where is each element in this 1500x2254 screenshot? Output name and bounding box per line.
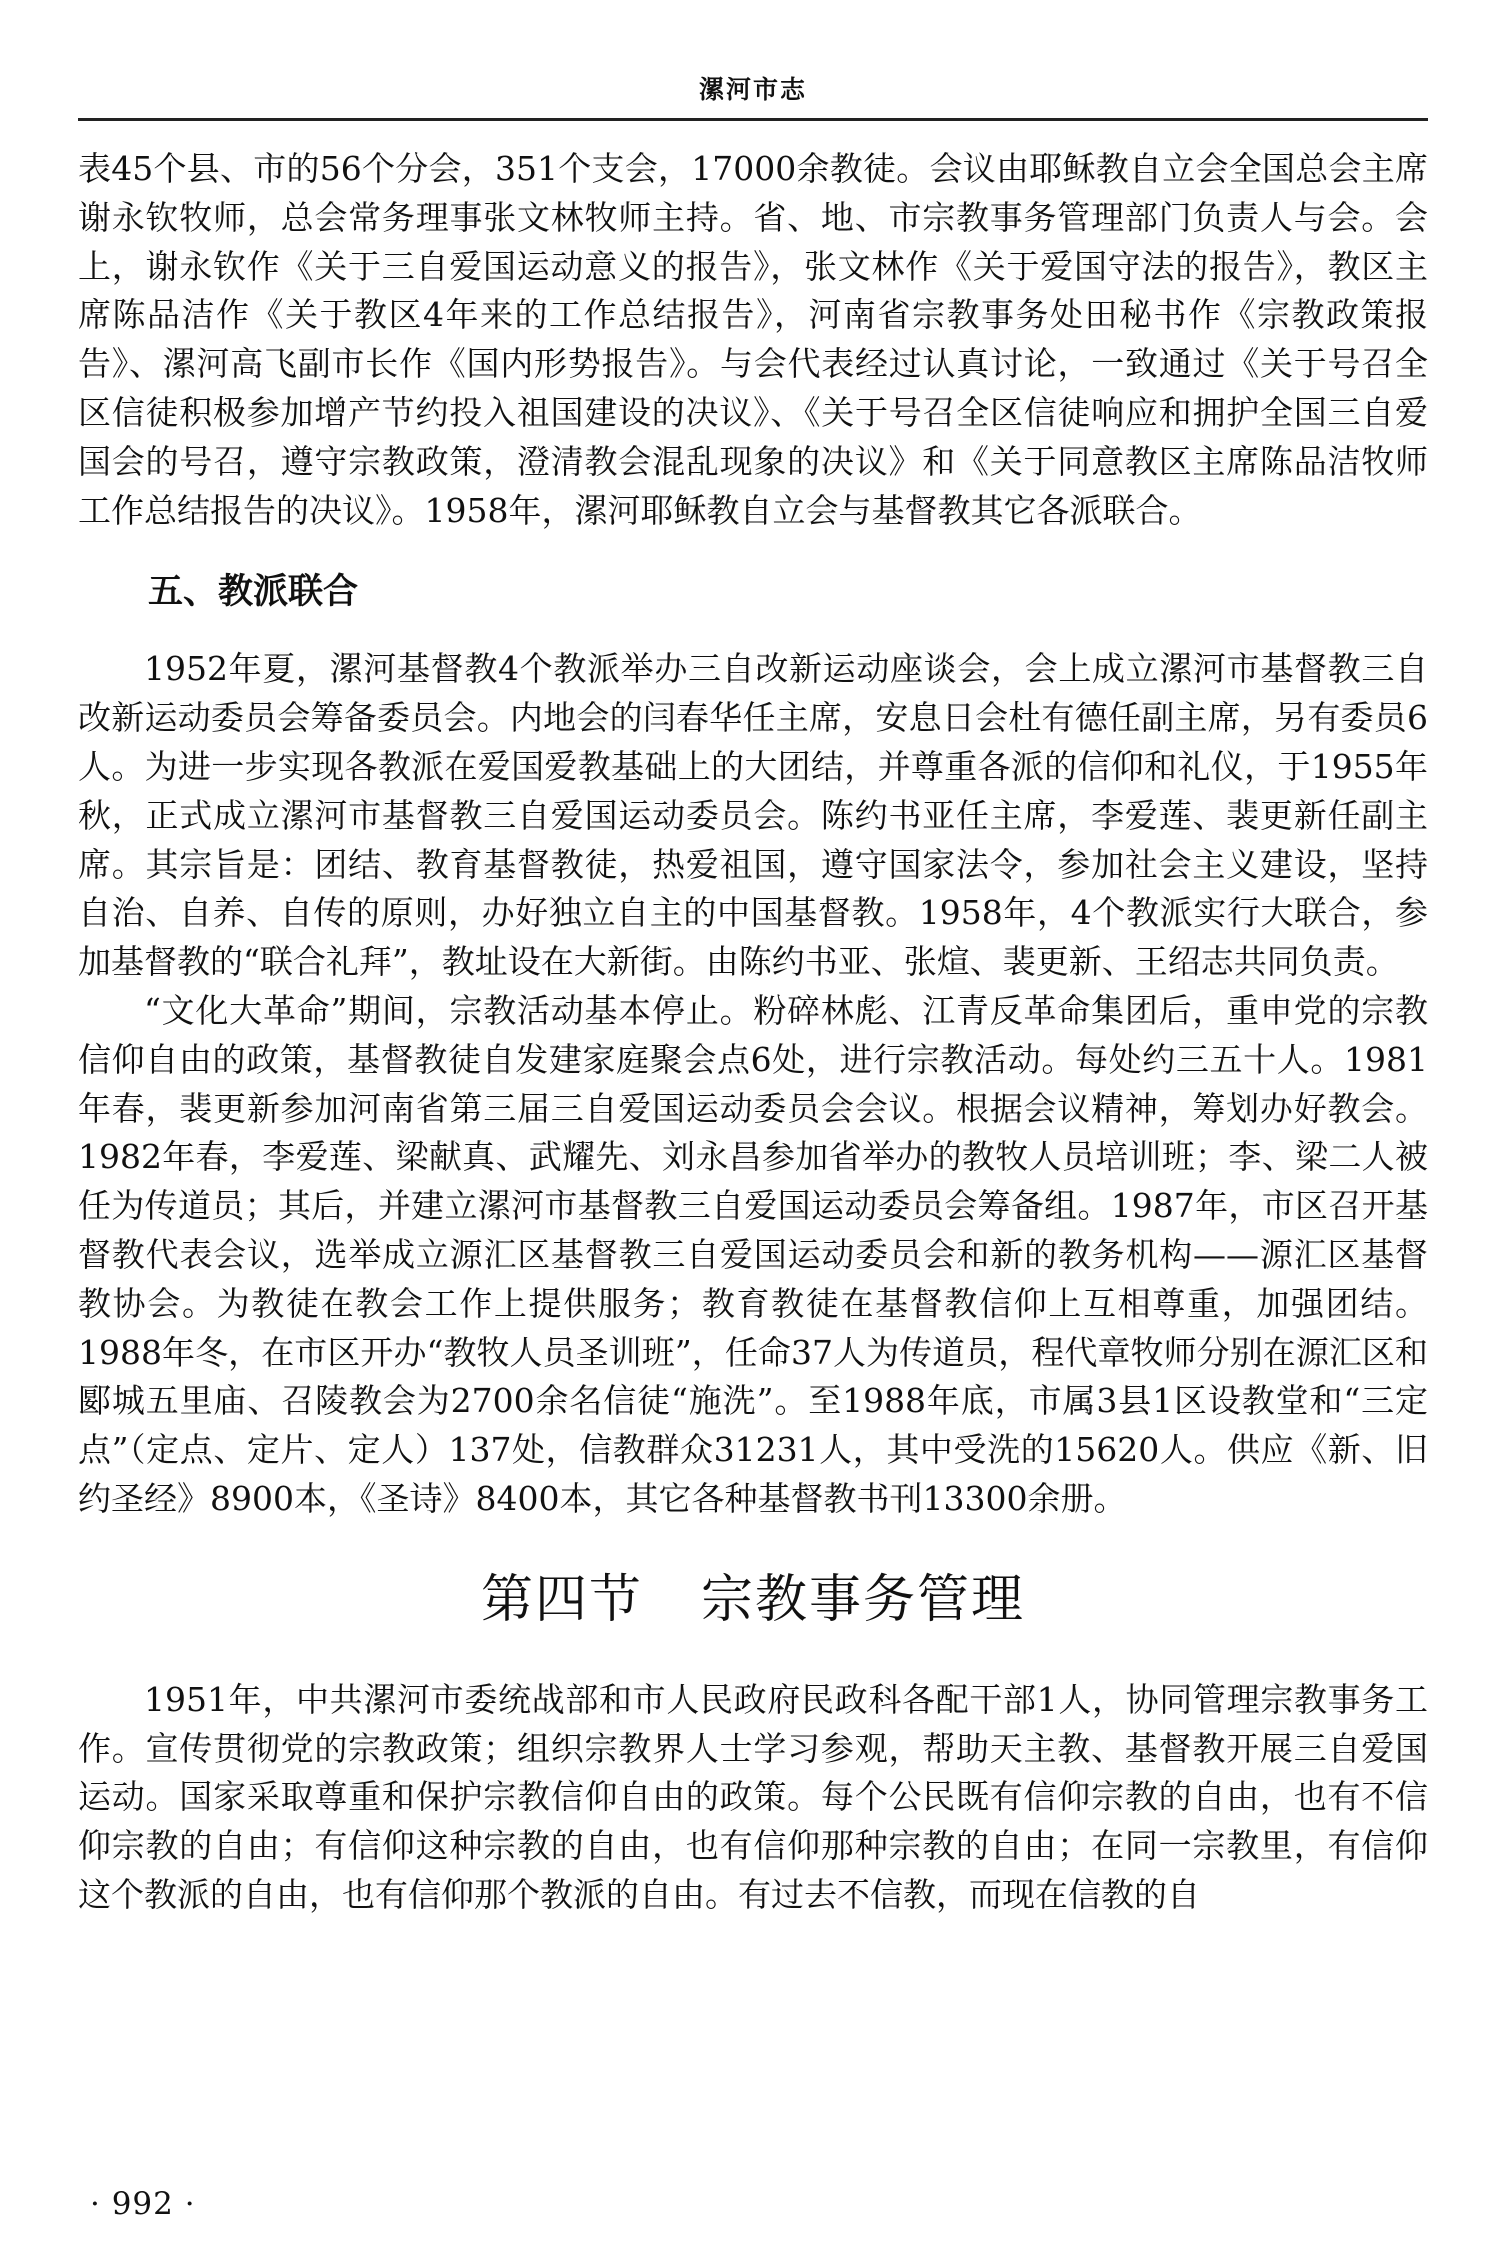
chapter-section-title xyxy=(78,1564,1428,1636)
body-paragraph: 1952年夏，漯河基督教4个教派举办三自改新运动座谈会，会上成立漯河市基督教三自改新运动委员会筹备委员会。内地会的闫春华任主席，安息日会杜有德任副主席，另有委员6人。为进一步实现各教派在爱国爱教基础上的大团结，并尊重各派的信仰和礼仪，于1955年秋，正式成立漯河市基督教三自爱国运动委员会。陈约书亚任主席，李爱莲、裴更新任副主席。其宗旨是：团结、教育基督教徒，热爱祖国，遵守国家法令，参加社会主义建设，坚持自治、自养、自传的原则，办好独立自主的中国基督教。1958年，4个教派实行大联合，参加基督教的“联合礼拜”，教址设在大新街。由陈约书亚、张煊、裴更新、王绍志共同负责。 xyxy=(78,649,1428,982)
continued-paragraph: 表45个县、市的56个分会，351个支会，17000余教徒。会议由耶稣教自立会全国总会主席谢永钦牧师，总会常务理事张文林牧师主持。省、地、市宗教事务管理部门负责人与会。会上，谢永钦作《关于三自爱国运动意义的报告》，张文林作《关于爱国守法的报告》，教区主席陈品洁作《关于教区4年来的工作总结报告》，河南省宗教事务处田秘书作《宗教政策报告》、漯河高飞副市长作《国内形势报告》。与会代表经过认真讨论，一致通过《关于号召全区信徒积极参加增产节约投入祖国建设的决议》、《关于号召全区信徒响应和拥护全国三自爱国会的号召，遵守宗教政策，澄清教会混乱现象的决议》和《关于同意教区主席陈品洁牧师工作总结报告的决议》。1958年，漯河耶稣教自立会与基督教其它各派联合。 xyxy=(78,149,1428,530)
page-number: · 992 · xyxy=(90,2186,196,2222)
section-title: 宗教事务管理 xyxy=(701,1569,1026,1630)
book-title: 漯河市志 xyxy=(698,75,807,104)
section-heading-sect-union: 五、教派联合 xyxy=(148,572,359,613)
section-number: 第四节 xyxy=(480,1569,643,1630)
body-paragraph: “文化大革命”期间，宗教活动基本停止。粉碎林彪、江青反革命集团后，重申党的宗教信仰自由的政策，基督教徒自发建家庭聚会点6处，进行宗教活动。每处约三五十人。1981年春，裴更新参加河南省第三届三自爱国运动委员会会议。根据会议精神，筹划办好教会。1982年春，李爱莲、梁献真、武耀先、刘永昌参加省举办的教牧人员培训班；李、梁二人被任为传道员；其后，并建立漯河市基督教三自爱国运动委员会筹备组。1987年，市区召开基督教代表会议，选举成立源汇区基督教三自爱国运动委员会和新的教务机构——源汇区基督教协会。为教徒在教会工作上提供服务；教育教徒在基督教信仰上互相尊重，加强团结。1988年冬，在市区开办“教牧人员圣训班”，任命37人为传道员，程代章牧师分别在源汇区和郾城五里庙、召陵教会为2700余名信徒“施洗”。至1988年底，市属3县1区设教堂和“三定点”（定点、定片、定人）137处，信教群众31231人，其中受洗的15620人。供应《新、旧约圣经》8900本，《圣诗》8400本，其它各种基督教书刊13300余册。 xyxy=(78,990,1428,1518)
running-header xyxy=(78,60,1428,121)
body-paragraph: 1951年，中共漯河市委统战部和市人民政府民政科各配干部1人，协同管理宗教事务工作。宣传贯彻党的宗教政策；组织宗教界人士学习参观，帮助天主教、基督教开展三自爱国运动。国家采取尊重和保护宗教信仰自由的政策。每个公民既有信仰宗教的自由，也有不信仰宗教的自由；有信仰这种宗教的自由，也有信仰那种宗教的自由；在同一宗教里，有信仰这个教派的自由，也有信仰那个教派的自由。有过去不信教，而现在信教的自 xyxy=(78,1679,1428,1914)
page-body xyxy=(78,145,1428,1920)
